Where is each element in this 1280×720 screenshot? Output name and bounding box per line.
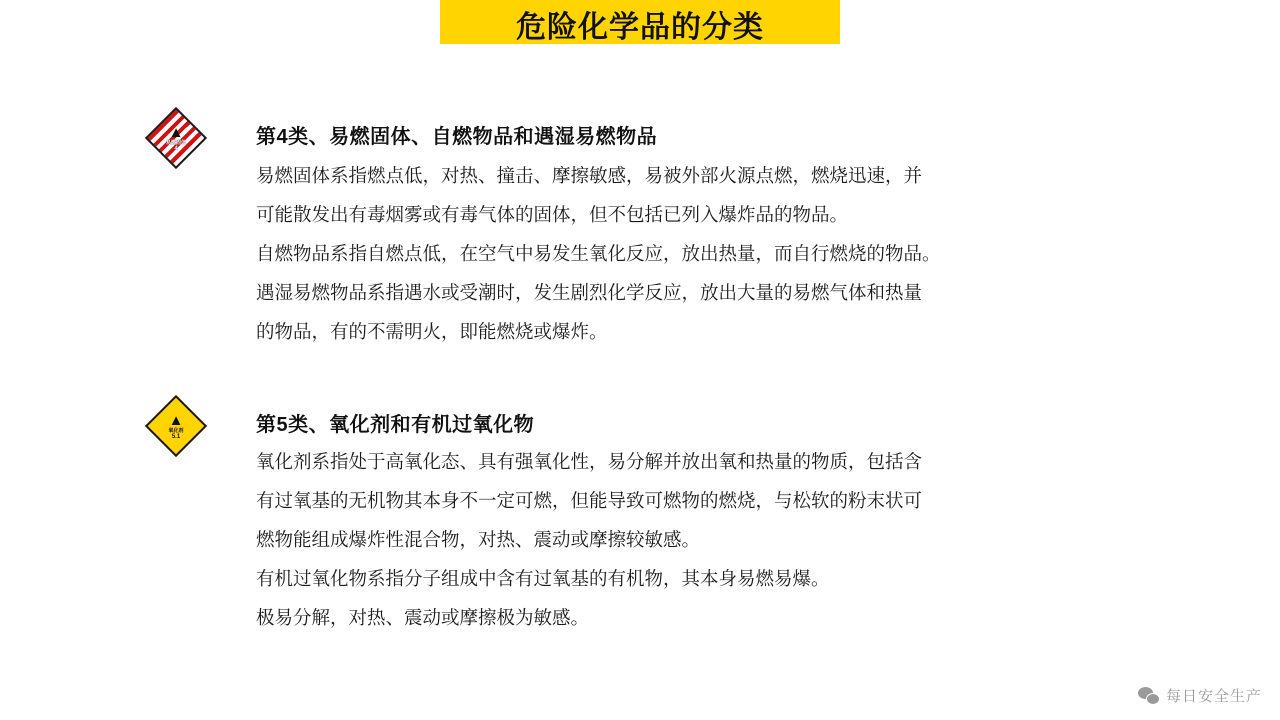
section-body: [256, 156, 1146, 351]
paragraph-line: 氧化剂系指处于高氧化态、具有强氧化性，易分解并放出氧和热量的物质，包括含: [256, 451, 923, 472]
section-heading: 第5类、氧化剂和有机过氧化物: [256, 414, 535, 436]
paragraph-line: 的物品，有的不需明火，即能燃烧或爆炸。: [256, 321, 608, 342]
badge-label: 易燃固体: [165, 140, 186, 146]
title-text: 危险化学品的分类: [516, 11, 764, 44]
oxidizer-hazard-diamond-icon: [146, 396, 208, 458]
paragraph-line: 自燃物品系指自燃点低，在空气中易发生氧化反应，放出热量，而自行燃烧的物品。: [256, 243, 941, 264]
wechat-icon: [1138, 687, 1160, 705]
paragraph-line: 易燃固体系指燃点低，对热、撞击、摩擦敏感，易被外部火源点燃，燃烧迅速，并: [256, 165, 923, 186]
paragraph-line: 极易分解，对热、震动或摩擦极为敏感。: [256, 607, 590, 628]
paragraph-line: 有机过氧化物系指分子组成中含有过氧基的有机物，其本身易燃易爆。: [256, 568, 830, 589]
flame-symbol: ▲: [168, 412, 184, 429]
badge-number: 4: [174, 146, 178, 152]
paragraph-line: 遇湿易燃物品系指遇水或受潮时，发生剧烈化学反应，放出大量的易燃气体和热量: [256, 282, 923, 303]
badge-label: 氧化剂: [168, 428, 184, 434]
paragraph-line: 可能散发出有毒烟雾或有毒气体的固体，但不包括已列入爆炸品的物品。: [256, 204, 849, 225]
watermark: [1138, 685, 1262, 706]
paragraph-line: 燃物能组成爆炸性混合物，对热、震动或摩擦较敏感。: [256, 529, 701, 550]
watermark-text: 每日安全生产: [1165, 688, 1262, 705]
flammable-solid-hazard-diamond-icon: [146, 108, 208, 170]
flame-symbol: ▲: [168, 124, 184, 141]
page-title: [0, 0, 1280, 56]
badge-number: 5.1: [171, 434, 181, 440]
section-heading: 第4类、易燃固体、自燃物品和遇湿易燃物品: [256, 126, 658, 148]
paragraph-line: 有过氧基的无机物其本身不一定可燃，但能导致可燃物的燃烧，与松软的粉末状可: [256, 490, 923, 511]
section-body: [256, 442, 1146, 637]
